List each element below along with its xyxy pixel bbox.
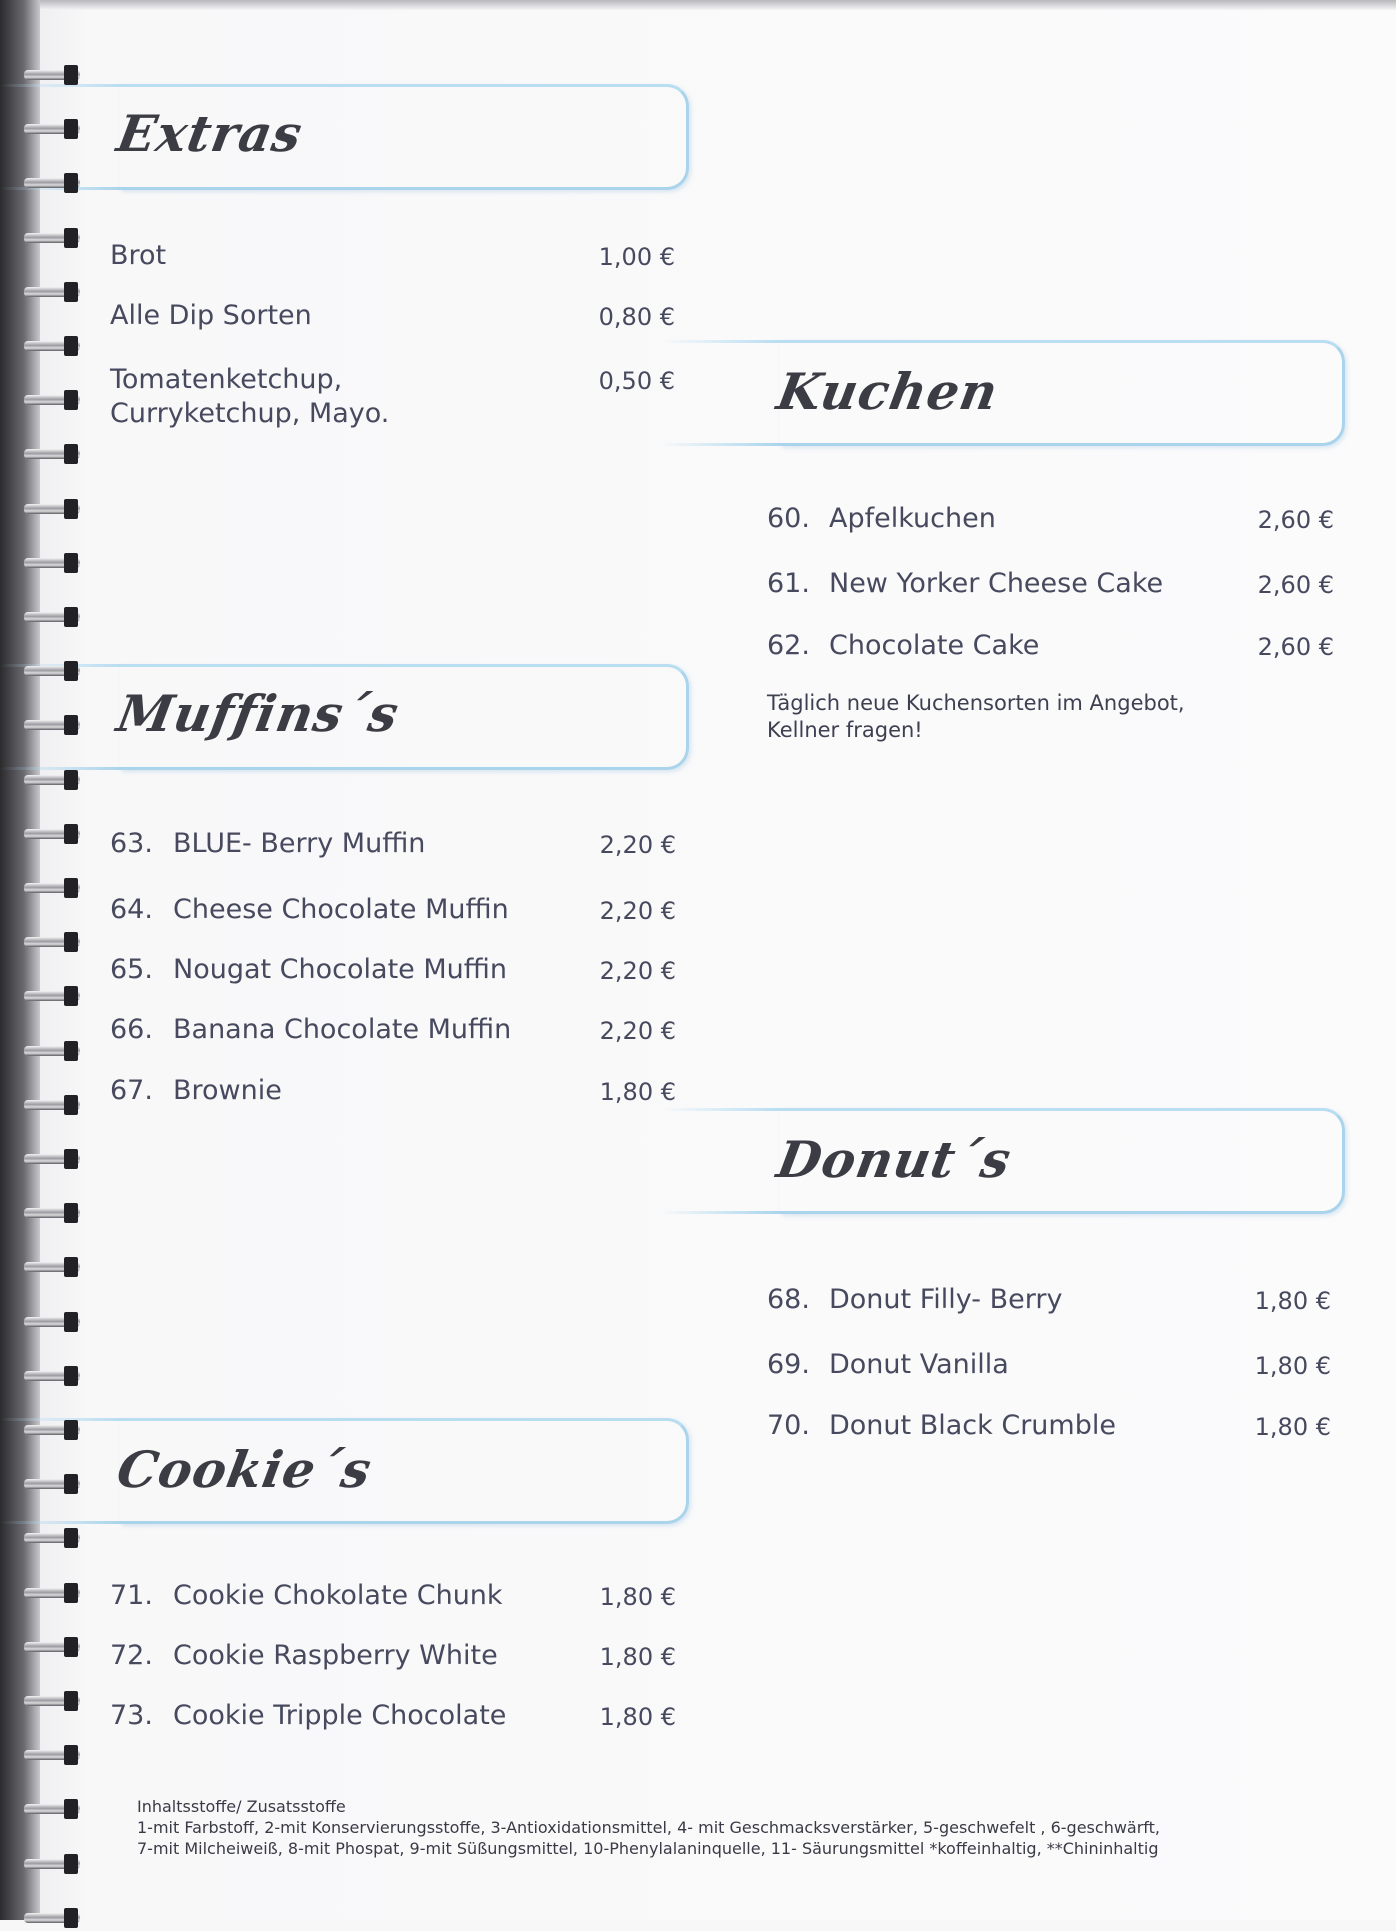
- binding-ring: [24, 1254, 80, 1280]
- extras-item-price: 1,00 €: [598, 243, 675, 271]
- allergen-footer: [137, 1796, 1160, 1859]
- binding-ring: [24, 1580, 80, 1606]
- binding-ring: [24, 1309, 80, 1335]
- muffin-item-price: 2,20 €: [599, 957, 676, 985]
- muffin-item-price: 2,20 €: [599, 831, 676, 859]
- muffin-item-name: Brownie: [173, 1075, 282, 1106]
- donut-item-price: 1,80 €: [1254, 1352, 1331, 1380]
- muffin-item-price: 2,20 €: [599, 897, 676, 925]
- footer-heading: Inhaltsstoffe/ Zusatsstoffe: [137, 1797, 346, 1816]
- donut-item-price: 1,80 €: [1254, 1413, 1331, 1441]
- muffin-item-name: Nougat Chocolate Muffin: [173, 954, 507, 985]
- binding-ring: [24, 1146, 80, 1172]
- kuchen-note-line: Kellner fragen!: [767, 718, 923, 742]
- muffin-item-price: 1,80 €: [599, 1078, 676, 1106]
- extras-item-name: Tomatenketchup,: [110, 364, 343, 395]
- cookies-title: Cookie´s: [112, 1440, 377, 1499]
- cookie-item-name: Cookie Chokolate Chunk: [173, 1580, 503, 1611]
- donut-item-number: 69.: [767, 1349, 810, 1380]
- kuchen-item-number: 60.: [767, 503, 810, 534]
- binding-ring: [24, 170, 80, 196]
- kuchen-note-line: Täglich neue Kuchensorten im Angebot,: [767, 691, 1185, 715]
- cookie-item-number: 73.: [110, 1700, 153, 1731]
- kuchen-title: Kuchen: [772, 362, 1003, 421]
- kuchen-item-price: 2,60 €: [1257, 506, 1334, 534]
- binding-ring: [24, 116, 80, 142]
- binding-ring: [24, 279, 80, 305]
- kuchen-item-name: Chocolate Cake: [829, 630, 1040, 661]
- binding-ring: [24, 1796, 80, 1822]
- kuchen-item-price: 2,60 €: [1257, 633, 1334, 661]
- muffin-item-number: 66.: [110, 1014, 153, 1045]
- muffin-item-number: 65.: [110, 954, 153, 985]
- cookie-item-name: Cookie Raspberry White: [173, 1640, 498, 1671]
- cookie-item-number: 71.: [110, 1580, 153, 1611]
- muffin-item-number: 63.: [110, 828, 153, 859]
- binding-ring: [24, 550, 80, 576]
- binding-ring: [24, 1742, 80, 1768]
- binding-ring: [24, 1471, 80, 1497]
- donut-item-price: 1,80 €: [1254, 1287, 1331, 1315]
- binding-ring: [24, 496, 80, 522]
- binding-ring: [24, 1200, 80, 1226]
- footer-line: 7-mit Milcheiweiß, 8-mit Phospat, 9-mit Süßungsmittel, 10-Phenylalaninquelle, 11- Säurungsmittel *koffeinhaltig, **Chininhaltig: [137, 1839, 1159, 1858]
- binding-ring: [24, 1634, 80, 1660]
- binding-ring: [24, 767, 80, 793]
- binding-ring: [24, 1363, 80, 1389]
- binding-ring: [24, 1905, 80, 1931]
- cookie-item-price: 1,80 €: [599, 1643, 676, 1671]
- cookie-item-price: 1,80 €: [599, 1583, 676, 1611]
- kuchen-item-price: 2,60 €: [1257, 571, 1334, 599]
- extras-item-name-continued: Curryketchup, Mayo.: [110, 398, 390, 429]
- extras-item-price: 0,50 €: [598, 367, 675, 395]
- muffin-item-name: Banana Chocolate Muffin: [173, 1014, 512, 1045]
- cookie-item-number: 72.: [110, 1640, 153, 1671]
- cookie-item-price: 1,80 €: [599, 1703, 676, 1731]
- extras-item-price: 0,80 €: [598, 303, 675, 331]
- binding-ring: [24, 875, 80, 901]
- page-top-shadow: [0, 0, 1396, 10]
- muffin-item-number: 64.: [110, 894, 153, 925]
- binding-ring: [24, 604, 80, 630]
- binding-ring: [24, 658, 80, 684]
- donut-item-name: Donut Filly- Berry: [829, 1284, 1063, 1315]
- extras-title: Extras: [112, 104, 308, 163]
- binding-ring: [24, 387, 80, 413]
- binding-ring: [24, 712, 80, 738]
- binding-ring: [24, 821, 80, 847]
- kuchen-item-number: 61.: [767, 568, 810, 599]
- binding-ring: [24, 1688, 80, 1714]
- binding-ring: [24, 62, 80, 88]
- kuchen-item-name: New Yorker Cheese Cake: [829, 568, 1164, 599]
- binding-ring: [24, 1092, 80, 1118]
- muffin-item-number: 67.: [110, 1075, 153, 1106]
- binding-ring: [24, 929, 80, 955]
- donut-item-name: Donut Vanilla: [829, 1349, 1009, 1380]
- kuchen-item-number: 62.: [767, 630, 810, 661]
- extras-item-name: Alle Dip Sorten: [110, 300, 312, 331]
- muffin-item-price: 2,20 €: [599, 1017, 676, 1045]
- donut-item-name: Donut Black Crumble: [829, 1410, 1116, 1441]
- donuts-title: Donut´s: [772, 1130, 1016, 1189]
- binding-ring: [24, 441, 80, 467]
- muffin-item-name: BLUE- Berry Muffin: [173, 828, 426, 859]
- donut-item-number: 70.: [767, 1410, 810, 1441]
- muffins-title: Muffins´s: [112, 684, 404, 743]
- extras-item-name: Brot: [110, 240, 167, 271]
- footer-line: 1-mit Farbstoff, 2-mit Konservierungsstoffe, 3-Antioxidationsmittel, 4- mit Geschmacksverstärker, 5-geschwefelt , 6-geschwärft,: [137, 1818, 1161, 1837]
- donut-item-number: 68.: [767, 1284, 810, 1315]
- cookie-item-name: Cookie Tripple Chocolate: [173, 1700, 507, 1731]
- binding-ring: [24, 333, 80, 359]
- binding-ring: [24, 1417, 80, 1443]
- kuchen-item-name: Apfelkuchen: [829, 503, 996, 534]
- binding-ring: [24, 225, 80, 251]
- binding-ring: [24, 1851, 80, 1877]
- muffin-item-name: Cheese Chocolate Muffin: [173, 894, 509, 925]
- binding-ring: [24, 1525, 80, 1551]
- binding-ring: [24, 983, 80, 1009]
- binding-ring: [24, 1038, 80, 1064]
